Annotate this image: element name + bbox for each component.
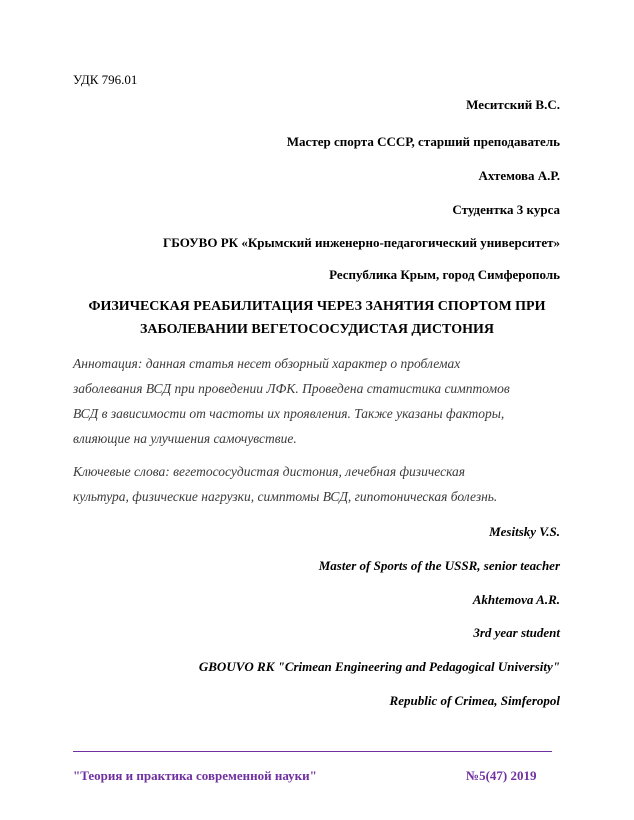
en-author-position-1: Master of Sports of the USSR, senior teacher	[318, 558, 560, 573]
footer-divider	[73, 751, 552, 752]
abstract-line: Аннотация: данная статья несет обзорный характер о проблемах	[73, 356, 461, 371]
article-title-line-2: ЗАБОЛЕВАНИИ ВЕГЕТОСОСУДИСТАЯ ДИСТОНИЯ	[139, 322, 494, 337]
keywords-line: культура, физические нагрузки, симптомы ВСД, гипотоническая болезнь.	[73, 489, 498, 504]
en-author-name-1: Mesitsky V.S.	[489, 524, 560, 539]
abstract-line: влияющие на улучшения самочувствие.	[73, 431, 297, 446]
en-location: Republic of Crimea, Simferopol	[389, 693, 560, 708]
article-title-line-1: ФИЗИЧЕСКАЯ РЕАБИЛИТАЦИЯ ЧЕРЕЗ ЗАНЯТИЯ СПОРТОМ ПРИ	[88, 299, 546, 314]
footer-issue-number: №5(47) 2019	[466, 768, 537, 783]
affiliation: ГБОУВО РК «Крымский инженерно-педагогический университет»	[162, 235, 560, 250]
author-position-2: Студентка 3 курса	[452, 202, 560, 217]
footer-journal-name: "Теория и практика современной науки"	[73, 768, 317, 783]
author-position-1: Мастер спорта СССР, старший преподаватель	[286, 134, 560, 149]
location: Республика Крым, город Симферополь	[329, 267, 560, 282]
keywords-line: Ключевые слова: вегетососудистая дистония, лечебная физическая	[73, 464, 466, 479]
abstract-line: ВСД в зависимости от частоты их проявления. Также указаны факторы,	[73, 406, 505, 421]
en-affiliation: GBOUVO RK "Crimean Engineering and Pedagogical University"	[198, 659, 560, 674]
en-author-name-2: Akhtemova A.R.	[472, 592, 560, 607]
abstract-line: заболевания ВСД при проведении ЛФК. Проведена статистика симптомов	[73, 381, 510, 396]
author-name-2: Ахтемова А.Р.	[478, 168, 560, 183]
author-name-1: Меситский В.С.	[466, 97, 560, 112]
en-author-position-2: 3rd year student	[473, 625, 560, 640]
udk-code: УДК 796.01	[73, 72, 138, 87]
